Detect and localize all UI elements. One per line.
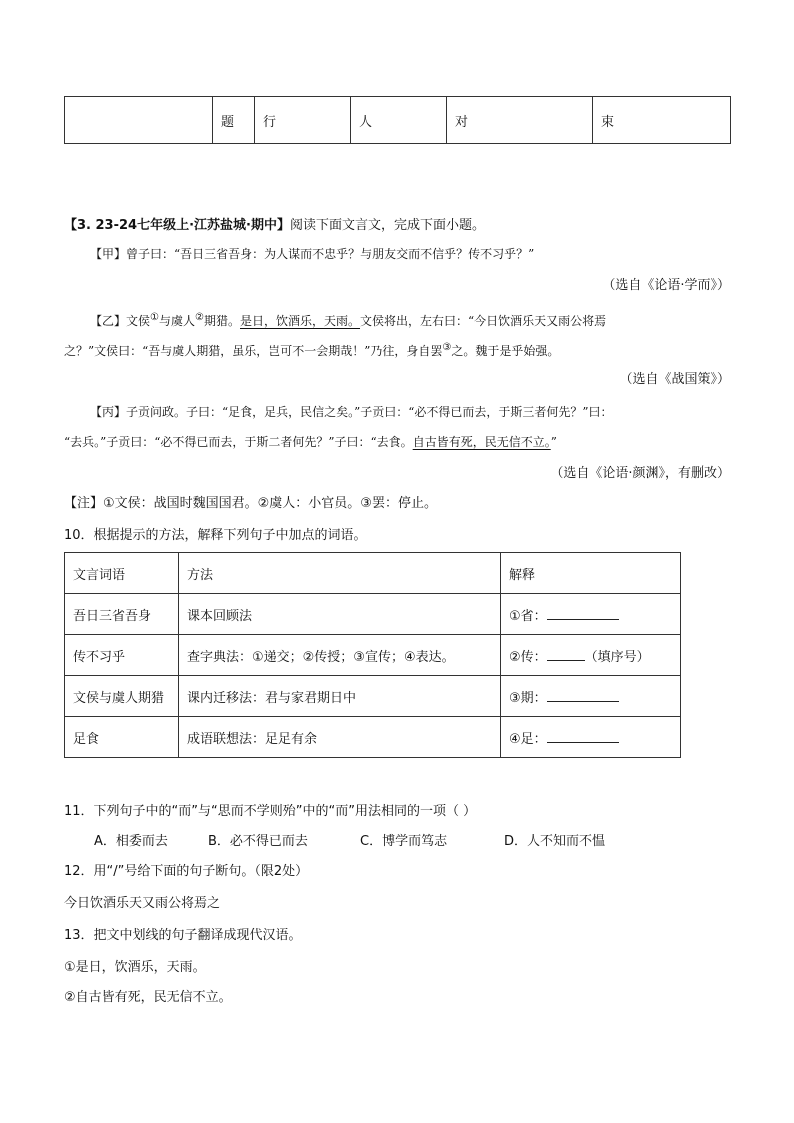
- answer-cell: [501, 594, 681, 635]
- answer-label: ②传：: [509, 649, 547, 665]
- table-row: [65, 97, 731, 144]
- source-yi: （选自《战国策》）: [619, 372, 730, 387]
- source-bing: （选自《论语·颜渊》，有删改）: [550, 466, 730, 481]
- method-cell: 成语联想法：足足有余: [179, 717, 501, 758]
- answer-blank[interactable]: [547, 647, 585, 661]
- top-cell: [65, 97, 213, 144]
- passage-text: 之？”文侯曰：“吾与虞人期猎，虽乐，岂可不一会期哉！”乃往，身自罢: [64, 344, 443, 358]
- passage-text: 文侯: [126, 314, 151, 328]
- question-11-stem: 11．下列句子中的“而”与“思而不学则殆”中的“而”用法相同的一项（ ）: [64, 804, 477, 819]
- answer-blank[interactable]: [547, 688, 619, 702]
- passage-bing-line1: [90, 402, 613, 422]
- answer-cell: [501, 635, 681, 676]
- note-marker: ②: [195, 312, 204, 323]
- passage-text: “去兵。”子贡曰：“必不得已而去，于斯二者何先？”子曰：“去食。: [64, 435, 413, 449]
- method-cell: 查字典法：①递交；②传授；③宣传；④表达。: [179, 635, 501, 676]
- note-marker: ③: [442, 342, 452, 353]
- passage-label: 【甲】: [90, 247, 127, 261]
- answer-blank[interactable]: [547, 606, 619, 620]
- word-cell: 传不习乎: [65, 635, 179, 676]
- option-b[interactable]: B．必不得已而去: [208, 834, 308, 849]
- passage-yi-line1: [90, 308, 606, 331]
- passage-text: 与虞人: [159, 314, 196, 328]
- table-row: [65, 635, 681, 676]
- passage-bing-line2: [64, 432, 557, 452]
- option-c[interactable]: C．博学而笃志: [360, 834, 448, 849]
- answer-label: ④足：: [509, 731, 547, 747]
- word-cell: 吾日三省吾身: [65, 594, 179, 635]
- column-header: 方法: [179, 553, 501, 594]
- word-cell: 足食: [65, 717, 179, 758]
- passage-label: 【丙】: [90, 405, 127, 419]
- answer-hint: （填序号）: [584, 649, 650, 665]
- passage-jia: [90, 244, 534, 264]
- question-13-item: ①是日，饮酒乐，天雨。: [64, 960, 206, 975]
- column-header: 文言词语: [65, 553, 179, 594]
- answer-blank[interactable]: [547, 729, 619, 743]
- instruction: 阅读下面文言文，完成下面小题。: [289, 218, 485, 233]
- question-11-options: [94, 832, 605, 852]
- question-12-sentence: 今日饮酒乐天又雨公将焉之: [64, 896, 221, 911]
- table-row: [65, 676, 681, 717]
- answer-label: ①省：: [509, 608, 547, 624]
- passage-text: 文侯将出，左右曰：“今日饮酒乐天又雨公将焉: [360, 314, 607, 328]
- underlined-sentence: 自古皆有死，民无信不立。: [412, 435, 551, 449]
- top-cell: 束: [593, 97, 731, 144]
- passage-label: 【乙】: [90, 314, 127, 328]
- table-header-row: [65, 553, 681, 594]
- underlined-sentence: 是日，饮酒乐，天雨。: [240, 314, 361, 328]
- top-table: [64, 96, 731, 144]
- top-cell: 对: [447, 97, 593, 144]
- top-cell: 题: [213, 97, 255, 144]
- table-row: [65, 594, 681, 635]
- passage-text: 期猎。: [203, 314, 240, 328]
- question-13-item: ②自古皆有死，民无信不立。: [64, 990, 232, 1005]
- source-tag: 【3. 23-24七年级上·江苏盐城·期中】: [64, 218, 290, 233]
- column-header: 解释: [501, 553, 681, 594]
- passage-yi-line2: [64, 338, 559, 361]
- passage-text: ”: [550, 435, 557, 449]
- method-cell: 课内迁移法：君与家君期日中: [179, 676, 501, 717]
- answer-cell: [501, 717, 681, 758]
- top-cell: 人: [351, 97, 447, 144]
- question-10-stem: 10．根据提示的方法，解释下列句子中加点的词语。: [64, 528, 367, 543]
- passage-text: 之。魏于是乎始强。: [451, 344, 560, 358]
- question-12-stem: 12．用“/”号给下面的句子断句。（限2处）: [64, 864, 309, 879]
- method-cell: 课本回顾法: [179, 594, 501, 635]
- passage-text: 曾子曰：“吾日三省吾身：为人谋而不忠乎？与朋友交而不信乎？传不习乎？”: [126, 247, 535, 261]
- passage-text: 子贡问政。子曰：“足食，足兵，民信之矣。”子贡曰：“必不得已而去，于斯三者何先？”曰：: [126, 405, 613, 419]
- source-jia: （选自《论语·学而》）: [602, 278, 730, 293]
- method-table: [64, 552, 681, 758]
- top-cell: 行: [255, 97, 351, 144]
- notes: 【注】①文侯：战国时魏国国君。②虞人：小官员。③罢：停止。: [64, 496, 437, 511]
- answer-label: ③期：: [509, 690, 547, 706]
- option-d[interactable]: D．人不知而不愠: [504, 834, 606, 849]
- table-row: [65, 717, 681, 758]
- note-marker: ①: [150, 312, 159, 323]
- word-cell: 文侯与虞人期猎: [65, 676, 179, 717]
- question-13-stem: 13．把文中划线的句子翻译成现代汉语。: [64, 928, 302, 943]
- passage-header: [64, 216, 485, 236]
- option-a[interactable]: A．相委而去: [94, 834, 168, 849]
- answer-cell: [501, 676, 681, 717]
